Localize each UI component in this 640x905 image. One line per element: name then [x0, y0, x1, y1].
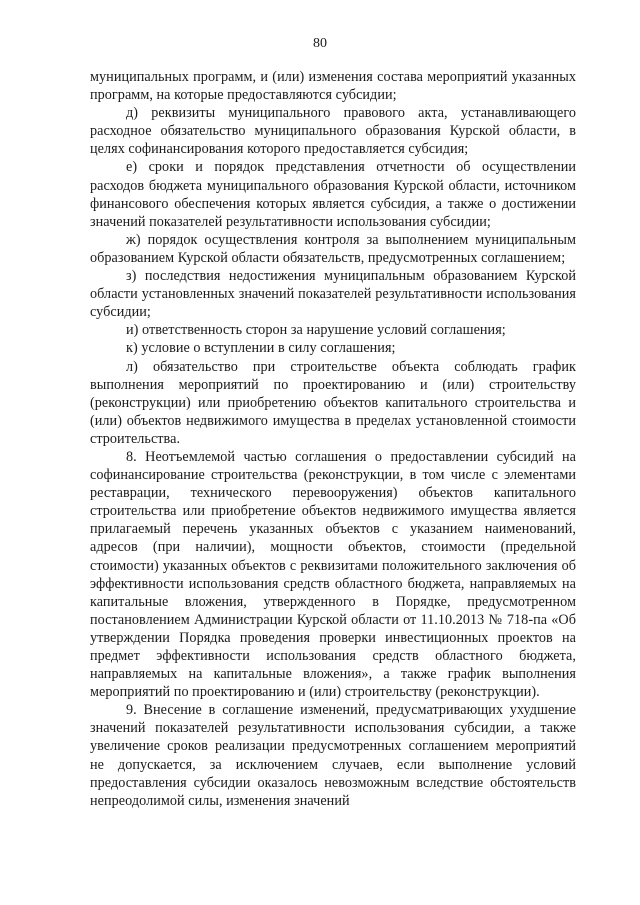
- page-number: 80: [313, 36, 327, 51]
- paragraph-item-d: д) реквизиты муниципального правового акта, устанавливающего расходное обязательство муниципального образования Курской области, в целях софинансирования которого предоставляется субсидия;: [90, 105, 576, 158]
- paragraph-item-zh: ж) порядок осуществления контроля за выполнением муниципальным образованием Курской области обязательств, предусмотренных соглашением;: [90, 231, 576, 266]
- paragraph-item-i: и) ответственность сторон за нарушение условий соглашения;: [126, 322, 506, 339]
- paragraph-continuation: муниципальных программ, и (или) изменения состава мероприятий указанных программ, на которые предоставляются субсидии;: [90, 69, 576, 104]
- paragraph-item-k: к) условие о вступлении в силу соглашения;: [126, 340, 396, 357]
- document-body: [90, 68, 576, 810]
- paragraph-item-e: е) сроки и порядок представления отчетности об осуществлении расходов бюджета муниципального образования Курской области, источником финансового обеспечения которых является субсидия, а также о достижении значений показателей результативности использования субсидии;: [90, 159, 576, 230]
- paragraph-clause-9: 9. Внесение в соглашение изменений, предусматривающих ухудшение значений показателей результативности использования субсидии, а также увеличение сроков реализации предусмотренных соглашением мероприятий не допускается, за исключением случаев, если выполнение условий предоставления субсидии оказалось невозможным вследствие обстоятельств непреодолимой силы, изменения значений: [90, 702, 576, 809]
- paragraph-clause-8: 8. Неотъемлемой частью соглашения о предоставлении субсидий на софинансирование строительства (реконструкции, в том числе с элементами реставрации, технического перевооружения) объектов капитального строительства или приобретение объектов недвижимого имущества является прилагаемый перечень указанных объектов с указанием наименований, адресов (при наличии), мощности объектов, стоимости (предельной стоимости) указанных объектов с реквизитами положительного заключения об эффективности использования средств областного бюджета, направляемых на капитальные вложения, утвержденного в Порядке, предусмотренном постановлением Администрации Курской области от 11.10.2013 № 718-па «Об утверждении Порядка проведения проверки инвестиционных проектов на предмет эффективности использования средств областного бюджета, направляемых на капитальные вложения», а также график выполнения мероприятий по проектированию и (или) строительству (реконструкции).: [90, 448, 576, 701]
- paragraph-item-z: з) последствия недостижения муниципальным образованием Курской области установленных значений показателей результативности использования субсидии;: [90, 268, 576, 321]
- paragraph-item-l: л) обязательство при строительстве объекта соблюдать график выполнения мероприятий по проектированию и (или) строительству (реконструкции) или приобретению объектов капитального строительства и (или) объектов недвижимого имущества в пределах установленной стоимости строительства.: [90, 358, 576, 447]
